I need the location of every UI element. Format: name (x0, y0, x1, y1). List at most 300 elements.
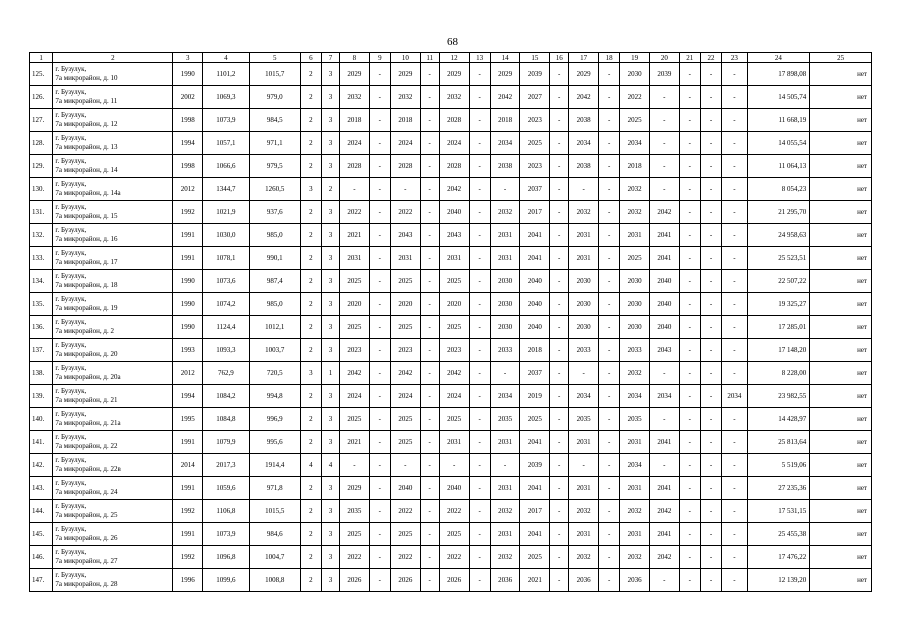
table-row (30, 477, 872, 500)
table-cell: 2023 (439, 339, 469, 362)
address-cell (53, 63, 173, 86)
table-cell: - (599, 385, 620, 408)
table-cell: 2025 (620, 109, 650, 132)
cost-cell: 11 064,13 (747, 155, 810, 178)
address-cell (53, 247, 173, 270)
table-cell: 1003,7 (249, 339, 300, 362)
cost-cell: 17 476,22 (747, 546, 810, 569)
table-cell: - (490, 362, 520, 385)
cost-cell: 27 235,36 (747, 477, 810, 500)
table-cell: 2031 (569, 224, 599, 247)
address-line: 7а микрорайон, д. 15 (55, 212, 118, 220)
address-line: 7а микрорайон, д. 22в (55, 465, 121, 473)
table-cell: 2032 (569, 201, 599, 224)
table-cell: - (649, 362, 679, 385)
table-cell: - (420, 339, 439, 362)
table-cell: 2042 (439, 178, 469, 201)
table-cell: 1066,6 (203, 155, 250, 178)
table-cell: 2017 (520, 201, 550, 224)
table-cell: 3 (321, 385, 339, 408)
table-cell: 2040 (649, 270, 679, 293)
column-header: 11 (420, 53, 439, 63)
table-cell: 2025 (439, 408, 469, 431)
table-cell: - (700, 408, 721, 431)
table-cell: 2025 (390, 523, 420, 546)
column-header: 1 (30, 53, 53, 63)
table-cell: - (550, 385, 569, 408)
address-cell (53, 109, 173, 132)
table-cell: - (490, 454, 520, 477)
table-cell: 2017,3 (203, 454, 250, 477)
table-row (30, 339, 872, 362)
table-cell: 2022 (340, 546, 370, 569)
table-cell: 2 (300, 523, 321, 546)
table-cell: 2040 (649, 316, 679, 339)
table-cell: - (722, 132, 747, 155)
table-cell: - (679, 546, 700, 569)
table-row (30, 523, 872, 546)
table-cell: - (369, 523, 390, 546)
table-cell: - (649, 86, 679, 109)
cost-cell: 24 958,63 (747, 224, 810, 247)
column-header: 7 (321, 53, 339, 63)
table-cell: 2032 (490, 201, 520, 224)
table-cell: 2031 (569, 523, 599, 546)
table-cell: - (700, 86, 721, 109)
row-number-cell: 144. (30, 500, 53, 523)
table-cell: - (420, 224, 439, 247)
table-cell: 2012 (173, 362, 203, 385)
address-cell (53, 523, 173, 546)
table-cell: - (369, 339, 390, 362)
table-cell: - (679, 454, 700, 477)
address-line: 7а микрорайон, д. 18 (55, 281, 118, 289)
column-header: 24 (747, 53, 810, 63)
table-cell: - (700, 109, 721, 132)
table-cell: 2042 (649, 546, 679, 569)
table-cell: - (679, 569, 700, 592)
table-cell: - (679, 86, 700, 109)
address-line: г. Бузулук, (55, 295, 87, 303)
table-cell: - (679, 178, 700, 201)
table-cell: - (679, 362, 700, 385)
table-cell: - (420, 155, 439, 178)
table-cell: 937,6 (249, 201, 300, 224)
address-cell (53, 132, 173, 155)
table-cell: - (369, 201, 390, 224)
table-cell: - (722, 86, 747, 109)
cost-cell: 17 285,01 (747, 316, 810, 339)
table-cell: 2018 (520, 339, 550, 362)
address-cell (53, 431, 173, 454)
address-line: г. Бузулук, (55, 180, 87, 188)
table-cell: 2021 (340, 431, 370, 454)
column-header: 9 (369, 53, 390, 63)
table-cell: - (599, 247, 620, 270)
table-cell: - (599, 316, 620, 339)
address-line: 7а микрорайон, д. 19 (55, 304, 118, 312)
table-cell: - (420, 569, 439, 592)
table-cell: 2034 (722, 385, 747, 408)
table-cell: 2043 (390, 224, 420, 247)
column-number-row (30, 53, 872, 63)
table-cell: - (469, 316, 490, 339)
table-cell: - (599, 339, 620, 362)
table-row (30, 293, 872, 316)
table-cell: 1096,8 (203, 546, 250, 569)
table-cell: - (569, 362, 599, 385)
table-cell: - (700, 431, 721, 454)
table-cell: 994,8 (249, 385, 300, 408)
table-cell: 995,6 (249, 431, 300, 454)
table-cell: 2 (300, 477, 321, 500)
flag-cell: нет (810, 132, 872, 155)
table-cell: - (700, 270, 721, 293)
table-cell: 2002 (173, 86, 203, 109)
table-cell: - (679, 293, 700, 316)
table-cell: 2030 (490, 293, 520, 316)
table-cell: - (550, 454, 569, 477)
cost-cell: 22 507,22 (747, 270, 810, 293)
table-cell: - (369, 109, 390, 132)
table-row (30, 362, 872, 385)
table-cell: - (420, 247, 439, 270)
table-cell: 2025 (390, 431, 420, 454)
table-cell: 2040 (649, 293, 679, 316)
table-cell: 1344,7 (203, 178, 250, 201)
row-number-cell: 140. (30, 408, 53, 431)
column-header: 18 (599, 53, 620, 63)
table-cell: 2025 (520, 408, 550, 431)
address-cell (53, 408, 173, 431)
flag-cell: нет (810, 247, 872, 270)
table-cell: - (599, 500, 620, 523)
address-cell (53, 270, 173, 293)
table-cell: 1994 (173, 132, 203, 155)
table-cell: 1099,6 (203, 569, 250, 592)
table-cell: 1057,1 (203, 132, 250, 155)
table-cell: 2031 (490, 247, 520, 270)
address-line: 7а микрорайон, д. 16 (55, 235, 118, 243)
table-cell: 2025 (620, 247, 650, 270)
column-header: 12 (439, 53, 469, 63)
table-cell: 2041 (649, 247, 679, 270)
table-cell: 2025 (520, 132, 550, 155)
table-cell: - (700, 454, 721, 477)
table-cell: 2 (300, 408, 321, 431)
table-cell: 1994 (173, 385, 203, 408)
address-line: г. Бузулук, (55, 525, 87, 533)
table-cell: - (550, 155, 569, 178)
flag-cell: нет (810, 454, 872, 477)
table-cell: - (550, 431, 569, 454)
table-cell: 2035 (340, 500, 370, 523)
address-line: г. Бузулук, (55, 65, 87, 73)
table-cell: - (420, 431, 439, 454)
table-cell: - (599, 362, 620, 385)
table-cell: 2034 (490, 385, 520, 408)
table-cell: 2031 (340, 247, 370, 270)
column-header: 2 (53, 53, 173, 63)
table-cell: 1996 (173, 569, 203, 592)
table-cell: 2026 (439, 569, 469, 592)
table-cell: - (369, 224, 390, 247)
address-line: 7а микрорайон, д. 10 (55, 74, 118, 82)
table-cell: 2 (300, 293, 321, 316)
address-cell (53, 569, 173, 592)
address-line: г. Бузулук, (55, 134, 87, 142)
table-cell: 2032 (340, 86, 370, 109)
column-header: 20 (649, 53, 679, 63)
row-number-cell: 130. (30, 178, 53, 201)
table-cell: 2037 (520, 178, 550, 201)
table-cell: 2030 (569, 270, 599, 293)
address-line: 7а микрорайон, д. 24 (55, 488, 118, 496)
table-cell: 2025 (390, 408, 420, 431)
cost-cell: 14 428,97 (747, 408, 810, 431)
table-cell: 1990 (173, 270, 203, 293)
address-line: 7а микрорайон, д. 12 (55, 120, 118, 128)
table-row (30, 247, 872, 270)
table-cell: - (599, 86, 620, 109)
table-cell: 2031 (620, 431, 650, 454)
table-cell: 2 (300, 431, 321, 454)
address-line: 7а микрорайон, д. 13 (55, 143, 118, 151)
table-cell: - (550, 293, 569, 316)
table-cell: - (700, 316, 721, 339)
table-cell: - (679, 500, 700, 523)
table-cell: - (369, 431, 390, 454)
row-number-cell: 137. (30, 339, 53, 362)
table-cell: 2040 (439, 201, 469, 224)
flag-cell: нет (810, 408, 872, 431)
table-cell: - (340, 454, 370, 477)
address-line: г. Бузулук, (55, 318, 87, 326)
table-cell: 2034 (620, 132, 650, 155)
table-cell: - (469, 546, 490, 569)
address-line: г. Бузулук, (55, 249, 87, 257)
table-cell: - (550, 408, 569, 431)
cost-cell: 12 139,20 (747, 569, 810, 592)
table-cell: 1998 (173, 109, 203, 132)
table-cell: - (369, 316, 390, 339)
cost-cell: 25 455,38 (747, 523, 810, 546)
table-cell: 996,9 (249, 408, 300, 431)
table-cell: 2022 (439, 500, 469, 523)
table-cell: 1914,4 (249, 454, 300, 477)
table-cell: - (679, 155, 700, 178)
table-cell: 2035 (569, 408, 599, 431)
table-cell: - (369, 293, 390, 316)
table-row (30, 431, 872, 454)
table-cell: - (700, 546, 721, 569)
row-number-cell: 126. (30, 86, 53, 109)
table-cell: - (340, 178, 370, 201)
table-cell: 2023 (390, 339, 420, 362)
table-cell: 2025 (439, 270, 469, 293)
table-cell: 2041 (520, 247, 550, 270)
table-cell: - (679, 109, 700, 132)
table-cell: 2036 (490, 569, 520, 592)
column-header: 13 (469, 53, 490, 63)
table-cell: 2018 (340, 109, 370, 132)
table-cell: - (599, 132, 620, 155)
address-cell (53, 86, 173, 109)
row-number-cell: 146. (30, 546, 53, 569)
row-number-cell: 135. (30, 293, 53, 316)
table-cell: - (679, 132, 700, 155)
table-cell: 2038 (569, 155, 599, 178)
table-cell: 2028 (439, 109, 469, 132)
table-cell: - (550, 477, 569, 500)
address-cell (53, 500, 173, 523)
row-number-cell: 142. (30, 454, 53, 477)
table-cell: 1991 (173, 477, 203, 500)
table-cell: 2037 (520, 362, 550, 385)
address-line: 7а микрорайон, д. 26 (55, 534, 118, 542)
table-cell: - (369, 155, 390, 178)
table-cell: 1084,8 (203, 408, 250, 431)
table-cell: - (469, 339, 490, 362)
column-header: 15 (520, 53, 550, 63)
address-line: г. Бузулук, (55, 387, 87, 395)
table-cell: - (649, 132, 679, 155)
table-cell: 3 (321, 270, 339, 293)
table-cell: - (649, 155, 679, 178)
table-cell: 2033 (620, 339, 650, 362)
table-cell: 2020 (340, 293, 370, 316)
flag-cell: нет (810, 224, 872, 247)
table-cell: 2039 (520, 454, 550, 477)
table-cell: 2 (300, 109, 321, 132)
flag-cell: нет (810, 546, 872, 569)
table-cell: 1992 (173, 201, 203, 224)
table-cell: - (599, 178, 620, 201)
table-cell: - (550, 86, 569, 109)
table-cell: - (722, 500, 747, 523)
address-line: 7а микрорайон, д. 2 (55, 327, 114, 335)
table-cell: 3 (321, 155, 339, 178)
table-cell: 2032 (569, 500, 599, 523)
table-cell: - (700, 178, 721, 201)
table-row (30, 86, 872, 109)
table-cell: 2024 (439, 385, 469, 408)
table-row (30, 270, 872, 293)
table-cell: 2029 (340, 477, 370, 500)
table-cell: - (490, 178, 520, 201)
table-cell: 3 (321, 86, 339, 109)
table-cell: 1992 (173, 546, 203, 569)
table-cell: 3 (321, 201, 339, 224)
table-cell: 979,0 (249, 86, 300, 109)
table-row (30, 454, 872, 477)
table-cell: 1073,9 (203, 523, 250, 546)
flag-cell: нет (810, 362, 872, 385)
table-cell: - (722, 546, 747, 569)
table-cell: 2026 (340, 569, 370, 592)
table-cell: - (469, 477, 490, 500)
table-cell: - (469, 454, 490, 477)
table-row (30, 178, 872, 201)
table-cell: - (679, 408, 700, 431)
table-cell: - (369, 546, 390, 569)
table-cell: - (469, 293, 490, 316)
flag-cell: нет (810, 178, 872, 201)
table-cell: - (469, 247, 490, 270)
table-cell: 2012 (173, 178, 203, 201)
table-cell: - (550, 569, 569, 592)
table-cell: - (700, 201, 721, 224)
cost-cell: 25 813,64 (747, 431, 810, 454)
table-cell: 2030 (620, 316, 650, 339)
table-cell: - (599, 270, 620, 293)
table-cell: 2032 (490, 546, 520, 569)
table-cell: - (469, 523, 490, 546)
table-cell: 2036 (569, 569, 599, 592)
table-cell: - (369, 408, 390, 431)
table-cell: 2023 (340, 339, 370, 362)
table-cell: - (569, 178, 599, 201)
table-cell: 2041 (520, 224, 550, 247)
table-cell: - (420, 316, 439, 339)
table-cell: 979,5 (249, 155, 300, 178)
table-cell: - (679, 477, 700, 500)
table-cell: - (550, 63, 569, 86)
table-cell: 2042 (569, 86, 599, 109)
cost-cell: 17 148,20 (747, 339, 810, 362)
table-cell: - (469, 500, 490, 523)
address-line: г. Бузулук, (55, 502, 87, 510)
table-cell: - (420, 385, 439, 408)
table-cell: - (420, 132, 439, 155)
table-cell: 1078,1 (203, 247, 250, 270)
table-cell: 971,1 (249, 132, 300, 155)
table-cell: - (679, 247, 700, 270)
address-line: 7а микрорайон, д. 28 (55, 580, 118, 588)
table-cell: 2020 (439, 293, 469, 316)
table-cell: 1101,2 (203, 63, 250, 86)
table-cell: - (700, 339, 721, 362)
table-cell: 2039 (649, 63, 679, 86)
table-cell: 2033 (569, 339, 599, 362)
table-cell: 1990 (173, 63, 203, 86)
table-cell: 2041 (649, 477, 679, 500)
table-cell: 2040 (520, 316, 550, 339)
table-cell: 2022 (390, 201, 420, 224)
table-cell: 2043 (649, 339, 679, 362)
table-cell: - (420, 178, 439, 201)
table-cell: - (469, 431, 490, 454)
table-cell: 3 (321, 500, 339, 523)
address-line: г. Бузулук, (55, 479, 87, 487)
cost-cell: 23 982,55 (747, 385, 810, 408)
address-line: 7а микрорайон, д. 25 (55, 511, 118, 519)
table-row (30, 63, 872, 86)
table-cell: - (722, 408, 747, 431)
table-cell: 2039 (520, 63, 550, 86)
table-cell: - (550, 109, 569, 132)
row-number-cell: 134. (30, 270, 53, 293)
table-cell: 2032 (620, 500, 650, 523)
table-cell: 1998 (173, 155, 203, 178)
cost-cell: 14 505,74 (747, 86, 810, 109)
table-cell: 2032 (439, 86, 469, 109)
table-cell: 1991 (173, 431, 203, 454)
table-cell: 2031 (490, 477, 520, 500)
table-cell: 3 (321, 569, 339, 592)
table-cell: - (469, 362, 490, 385)
table-cell: 2032 (620, 201, 650, 224)
